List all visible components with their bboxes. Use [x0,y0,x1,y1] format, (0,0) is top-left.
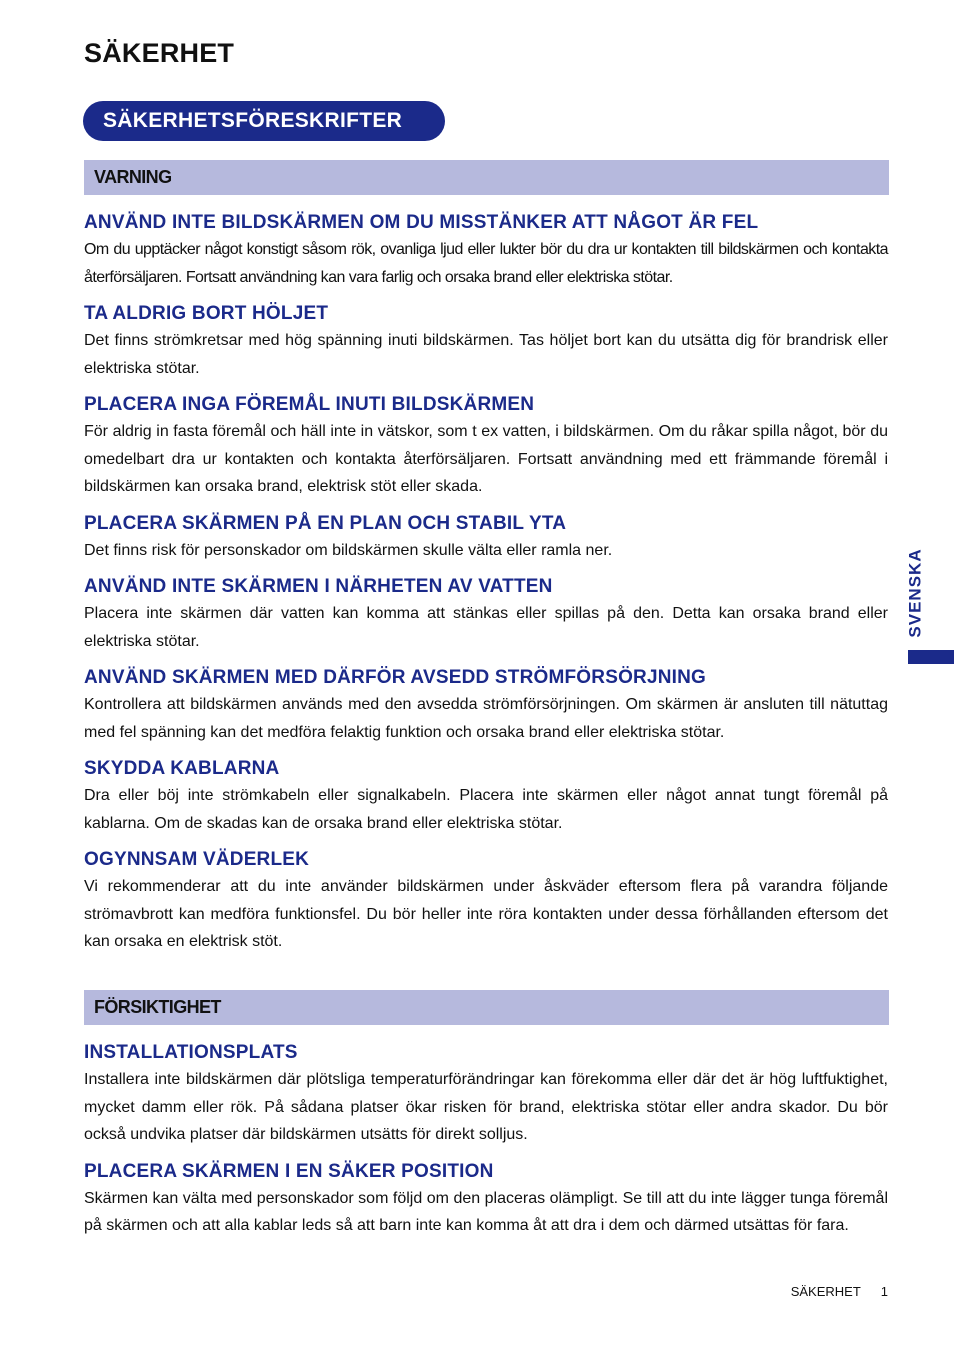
caution-content [84,1040,888,1250]
warning-content [84,210,888,966]
footer-page-number: 1 [880,1284,888,1299]
section-heading: PLACERA SKÄRMEN I EN SÄKER POSITION [84,1160,494,1182]
language-label-text: SVENSKA [906,548,925,638]
page-title: SÄKERHET [84,38,235,68]
warning-section [84,756,888,837]
section-heading: ANVÄND INTE BILDSKÄRMEN OM DU MISSTÄNKER ATT NÅGOT ÄR FEL [84,212,759,233]
section-body: Det finns risk för personskador om bildskärmen skulle välta eller ramla ner. [84,541,613,559]
caution-section [84,1040,888,1149]
section-heading: ANVÄND INTE SKÄRMEN I NÄRHETEN AV VATTEN [84,576,553,597]
section-heading: INSTALLATIONSPLATS [84,1042,298,1063]
section-body: Dra eller böj inte strömkabeln eller signalkabeln. Placera inte skärmen eller något annat tungt föremål på kablarna. Om de skadas kan de orsaka brand eller elektriska stötar. [84,787,888,832]
caution-section [84,1159,888,1240]
caution-band: FÖRSIKTIGHET [84,990,889,1025]
section-heading: PLACERA INGA FÖREMÅL INUTI BILDSKÄRMEN [84,394,535,415]
page-footer [791,1284,888,1299]
section-heading: TA ALDRIG BORT HÖLJET [84,303,329,324]
section-body: För aldrig in fasta föremål och häll inte in vätskor, som t ex vatten, i bildskärmen. Om du råkar spilla något, bör du omedelbart dra ur kontakten och kontakta återförsäljaren. Fortsatt användning med ett främmande föremål i bildskärmen kan orsaka brand, elektrisk stöt eller skada. [84,423,888,495]
section-body: Kontrollera att bildskärmen används med den avsedda strömförsörjningen. Om skärmen är ansluten till nätuttag med fel spänning kan det medföra felaktig funktion och orsaka brand eller elektriska stötar. [84,696,888,741]
warning-section [84,511,888,565]
warning-section [84,301,888,382]
warning-section [84,392,888,501]
warning-band: VARNING [84,160,889,195]
section-heading: OGYNNSAM VÄDERLEK [84,849,310,870]
language-tab-marker [908,650,954,664]
warning-section [84,665,888,746]
footer-section-name: SÄKERHET [790,1284,861,1299]
section-pill-label: SÄKERHETSFÖRESKRIFTER [83,101,445,141]
section-body: Skärmen kan välta med personskador som följd om den placeras olämpligt. Se till att du inte lägger tunga föremål på skärmen och att alla kablar leds så att barn inte kan komma åt att dra i dem och därmed utsättas för fara. [84,1189,888,1234]
section-body: Installera inte bildskärmen där plötsliga temperaturförändringar kan förekomma eller där det är hög luftfuktighet, mycket damm eller rök. På sådana platser ökar risken för brand, elektriska stötar eller andra skador. Du bör också undvika platser där bildskärmen utsätts för direkt solljus. [84,1071,888,1143]
section-body: Placera inte skärmen där vatten kan komma att stänkas eller spillas på den. Detta kan orsaka brand eller elektriska stötar. [84,605,888,650]
section-heading: ANVÄND SKÄRMEN MED DÄRFÖR AVSEDD STRÖMFÖRSÖRJNING [84,667,707,688]
section-body: Det finns strömkretsar med hög spänning inuti bildskärmen. Tas höljet bort kan du utsätta dig för brandrisk eller elektriska stötar. [84,332,888,377]
language-tab-label [903,541,929,645]
section-heading: SKYDDA KABLARNA [84,758,280,779]
warning-section [84,847,888,956]
warning-section [84,574,888,655]
section-heading: PLACERA SKÄRMEN PÅ EN PLAN OCH STABIL YTA [84,512,567,534]
section-body: Vi rekommenderar att du inte använder bildskärmen under åskväder eftersom flera på varandra följande strömavbrott kan medföra funktionsfel. Du bör heller inte röra kontakten under dessa förhållanden eftersom det kan orsaka en elektrisk stöt. [84,878,888,950]
warning-section [84,210,888,291]
section-body: Om du upptäcker något konstigt såsom rök, ovanliga ljud eller lukter bör du dra ur kontakten till bildskärmen och kontakta återförsäljaren. Fortsatt användning kan vara farlig och orsaka brand eller elektriska stötar. [84,241,888,286]
